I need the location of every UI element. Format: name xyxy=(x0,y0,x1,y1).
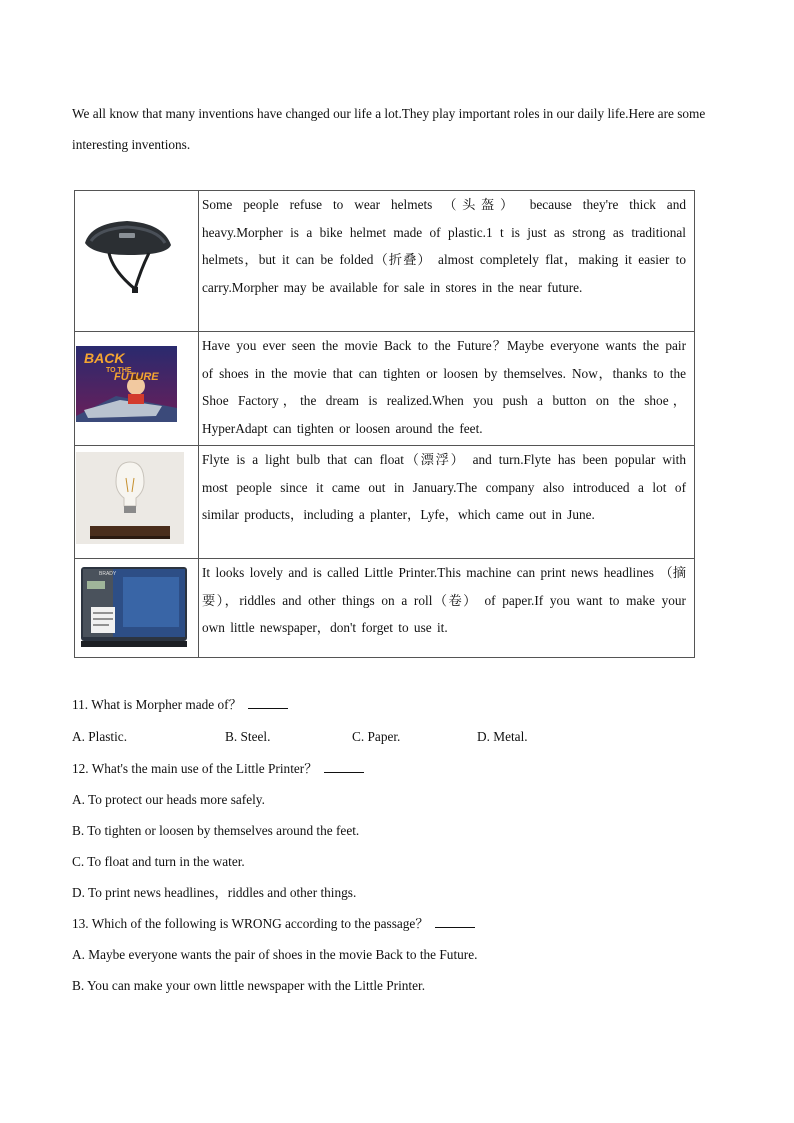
bike-helmet-image xyxy=(79,211,175,295)
option-b[interactable]: B. Steel. xyxy=(225,729,271,744)
option-d[interactable]: D. Metal. xyxy=(477,729,528,744)
option-a[interactable]: A. Maybe everyone wants the pair of shoes in the movie Back to the Future. xyxy=(72,947,478,962)
label-printer-image xyxy=(79,563,189,649)
option-a[interactable]: A. To protect our heads more safely. xyxy=(72,792,265,807)
image-cell xyxy=(75,446,199,559)
image-cell xyxy=(75,191,199,332)
answer-blank[interactable] xyxy=(248,696,288,709)
intro-paragraph: We all know that many inventions have changed our life a lot.They play important roles in our daily life.Here are some interesting inventions. xyxy=(72,106,706,152)
question-number: 11. xyxy=(72,697,89,712)
table-row xyxy=(75,332,695,446)
option-a[interactable]: A. Plastic. xyxy=(72,729,128,744)
answer-blank[interactable] xyxy=(324,760,364,773)
option-b[interactable]: B. You can make your own little newspaper with the Little Printer. xyxy=(72,978,426,993)
question-11-options xyxy=(72,729,632,747)
option-b[interactable]: B. To tighten or loosen by themselves around the feet. xyxy=(72,823,360,838)
poster-title-line-1: BACK xyxy=(84,350,125,366)
question-12 xyxy=(72,760,364,778)
question-text: What's the main use of the Little Printer？ xyxy=(91,761,318,776)
question-11 xyxy=(72,696,288,714)
invention-description: It looks lovely and is called Little Printer.This machine can print news headlines （摘要），riddles and other things on a roll（卷） of paper.If you want to make your own little newspaper，don't forget to use it. xyxy=(199,559,695,658)
answer-blank[interactable] xyxy=(435,915,475,928)
floating-light-bulb-image xyxy=(76,452,184,544)
back-to-the-future-poster-image xyxy=(76,346,177,422)
question-text: What is Morpher made of？ xyxy=(91,697,242,712)
question-number: 12. xyxy=(72,761,89,776)
invention-description: Have you ever seen the movie Back to the Future？Maybe everyone wants the pair of shoes in the movie that can tighten or loosen by themselves. Now，thanks to the Shoe Factory，the dream is realized.When you push a button on the shoe，HyperAdapt can tighten or loosen around the feet. xyxy=(199,332,695,446)
image-cell xyxy=(75,332,199,446)
invention-description: Flyte is a light bulb that can float（漂浮） and turn.Flyte has been popular with most people since it came out in January.The company also introduced a lot of similar products，including a planter，Lyfe，which came out in June. xyxy=(199,446,695,559)
inventions-table xyxy=(74,190,695,658)
option-c[interactable]: C. Paper. xyxy=(352,729,401,744)
table-row xyxy=(75,446,695,559)
printer-brand-label: BRADY xyxy=(99,571,117,577)
image-cell xyxy=(75,559,199,658)
option-d[interactable]: D. To print news headlines，riddles and other things. xyxy=(72,885,357,900)
poster-title-line-3: FUTURE xyxy=(114,371,159,383)
invention-description: Some people refuse to wear helmets （头盔） because they're thick and heavy.Morpher is a bike helmet made of plastic.1 t is just as strong as traditional helmets，but it can be folded（折叠） almost completely flat，making it easier to carry.Morpher may be available for sale in stores in the near future. xyxy=(199,191,695,332)
table-row xyxy=(75,559,695,658)
question-13 xyxy=(72,915,475,933)
table-row xyxy=(75,191,695,332)
option-c[interactable]: C. To float and turn in the water. xyxy=(72,854,245,869)
question-text: Which of the following is WRONG according to the passage？ xyxy=(91,916,429,931)
poster-title-line-2: TO THE xyxy=(106,367,132,374)
question-number: 13. xyxy=(72,916,89,931)
